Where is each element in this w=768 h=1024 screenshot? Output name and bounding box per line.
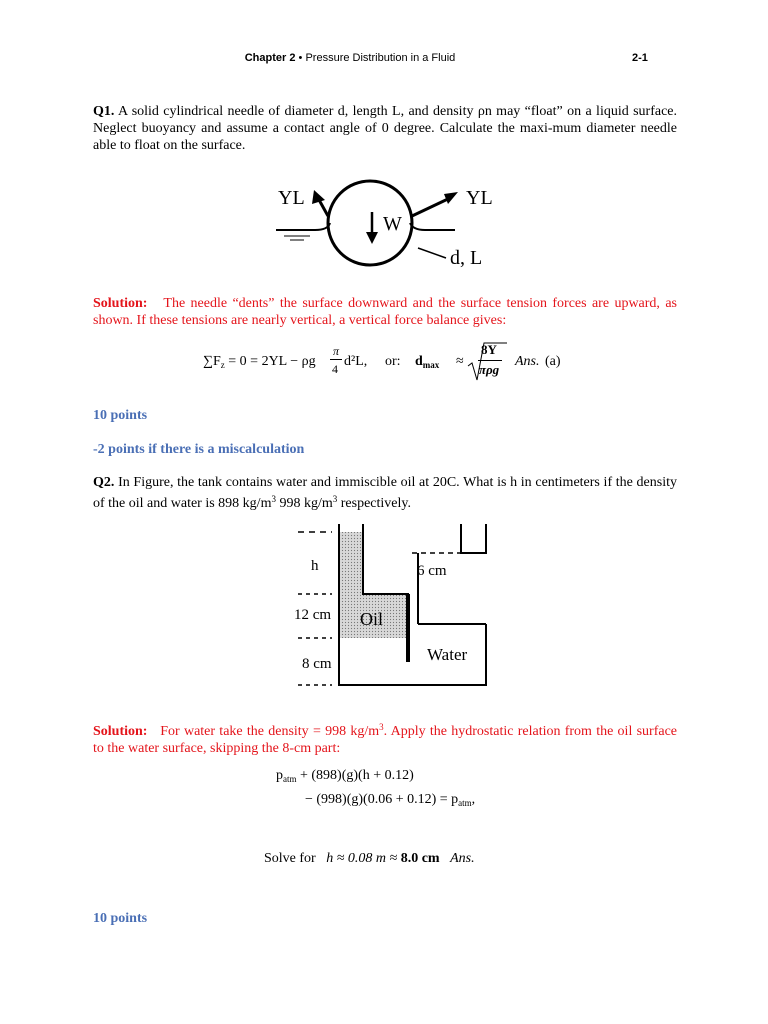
- eq1-num: 8Y: [481, 342, 497, 357]
- eq1-d2l: d²L,: [344, 354, 368, 369]
- eq2-line2: − (998)(g)(0.06 + 0.12) = p: [305, 792, 459, 807]
- weight-label: W: [383, 213, 402, 235]
- s2-text-b: . Apply the hydrostatic relation from the oil surface to the water surface, skipping the 8-cm part:: [93, 724, 678, 756]
- eq1-approx: ≈: [456, 354, 464, 369]
- twelve-cm-label: 12 cm: [294, 607, 332, 623]
- question-1: [93, 103, 677, 154]
- six-cm-label: 6 cm: [417, 563, 447, 579]
- q2-sup-1: 3: [271, 494, 276, 504]
- chapter-title: Pressure Distribution in a Fluid: [305, 52, 456, 64]
- right-tube: [461, 524, 486, 553]
- weight-arrowhead: [366, 232, 378, 244]
- eight-cm-label: 8 cm: [302, 656, 332, 672]
- eq1-rhs: = 0 = 2YL − ρg: [224, 354, 316, 369]
- solve-ans: Ans.: [450, 851, 475, 866]
- q2-text-b: 998 kg/m: [275, 496, 333, 511]
- tank-figure: [290, 522, 490, 690]
- right-surface: [410, 223, 455, 230]
- eq2-p-sub: atm: [283, 774, 297, 784]
- solution-1: [93, 295, 677, 329]
- right-arrowhead: [444, 192, 458, 204]
- s2-label: Solution:: [93, 724, 148, 739]
- page-number: 2-1: [632, 52, 648, 64]
- eq1-pi: π: [333, 344, 340, 358]
- eq1-ans-tag: (a): [545, 354, 561, 369]
- right-tension-arrow: [412, 198, 450, 216]
- equation-2-line-2: [305, 792, 475, 808]
- q2-text-c: respectively.: [337, 496, 411, 511]
- q2-label: Q2.: [93, 475, 115, 490]
- h-answer: 8.0 cm: [400, 851, 440, 866]
- page-header: [0, 50, 768, 68]
- eq2-line1: + (898)(g)(h + 0.12): [296, 768, 414, 783]
- question-2: [93, 474, 677, 512]
- points-1: 10 points: [93, 408, 148, 423]
- tank-inner: [363, 524, 408, 662]
- eq2-line2-end: ,: [471, 792, 476, 807]
- yl-left-label: YL: [278, 187, 305, 209]
- q1-label: Q1.: [93, 104, 115, 119]
- solution-2: [93, 719, 677, 757]
- h-label: h: [311, 558, 319, 574]
- eq1-or: or:: [385, 354, 401, 369]
- eq1-sum: ∑F: [203, 354, 221, 369]
- chapter-label: Chapter 2: [244, 52, 296, 64]
- equation-2-line-1: [276, 768, 414, 784]
- solve-text: Solve for: [264, 851, 316, 866]
- eq1-sum-sub: z: [220, 360, 225, 370]
- eq1-sqrt-bar: [478, 360, 502, 361]
- s2-text-a: For water take the density = 998 kg/m: [160, 724, 380, 739]
- h-value: h ≈ 0.08 m ≈: [326, 851, 398, 866]
- eq1-fraction-bar: [330, 359, 342, 360]
- eq2-line2-sub: atm: [458, 798, 472, 808]
- dl-pointer: [418, 248, 446, 258]
- oil-label: Oil: [360, 609, 384, 629]
- q2-sup-2: 3: [332, 494, 338, 504]
- points-2: 10 points: [93, 911, 148, 926]
- left-surface: [276, 223, 330, 230]
- running-title: [0, 52, 700, 64]
- dl-label: d, L: [450, 247, 483, 269]
- q2-text-a: In Figure, the tank contains water and immiscible oil at 20C. What is h in centimeters if the density of the oil and water is 898 kg/m: [93, 475, 678, 511]
- yl-right-label: YL: [466, 187, 493, 209]
- s1-text: The needle “dents” the surface downward and the surface tension forces are upward, as shown. If these tensions are nearly vertical, a vertical force balance gives:: [93, 296, 677, 328]
- left-arrowhead: [312, 190, 325, 204]
- needle-figure: [270, 168, 500, 278]
- q1-text: A solid cylindrical needle of diameter d, length L, and density ρn may “float” on a liquid surface. Neglect buoyancy and assume a contact angle of 0 degree. Calculate the maxi-mum diameter needle able to float on the surface.: [93, 104, 678, 153]
- s2-sup: 3: [379, 722, 384, 732]
- bullet: •: [298, 52, 303, 64]
- water-label: Water: [427, 645, 468, 664]
- s1-label: Solution:: [93, 296, 148, 311]
- eq1-dmax: d: [415, 354, 423, 369]
- solve-line: [264, 851, 475, 867]
- eq1-ans: Ans.: [515, 354, 540, 369]
- eq1-dmax-sub: max: [422, 360, 440, 370]
- eq2-p: p: [276, 768, 283, 783]
- deduction-note: -2 points if there is a miscalculation: [93, 442, 305, 457]
- eq1-four: 4: [332, 362, 338, 376]
- eq1-den: πρg: [478, 362, 500, 377]
